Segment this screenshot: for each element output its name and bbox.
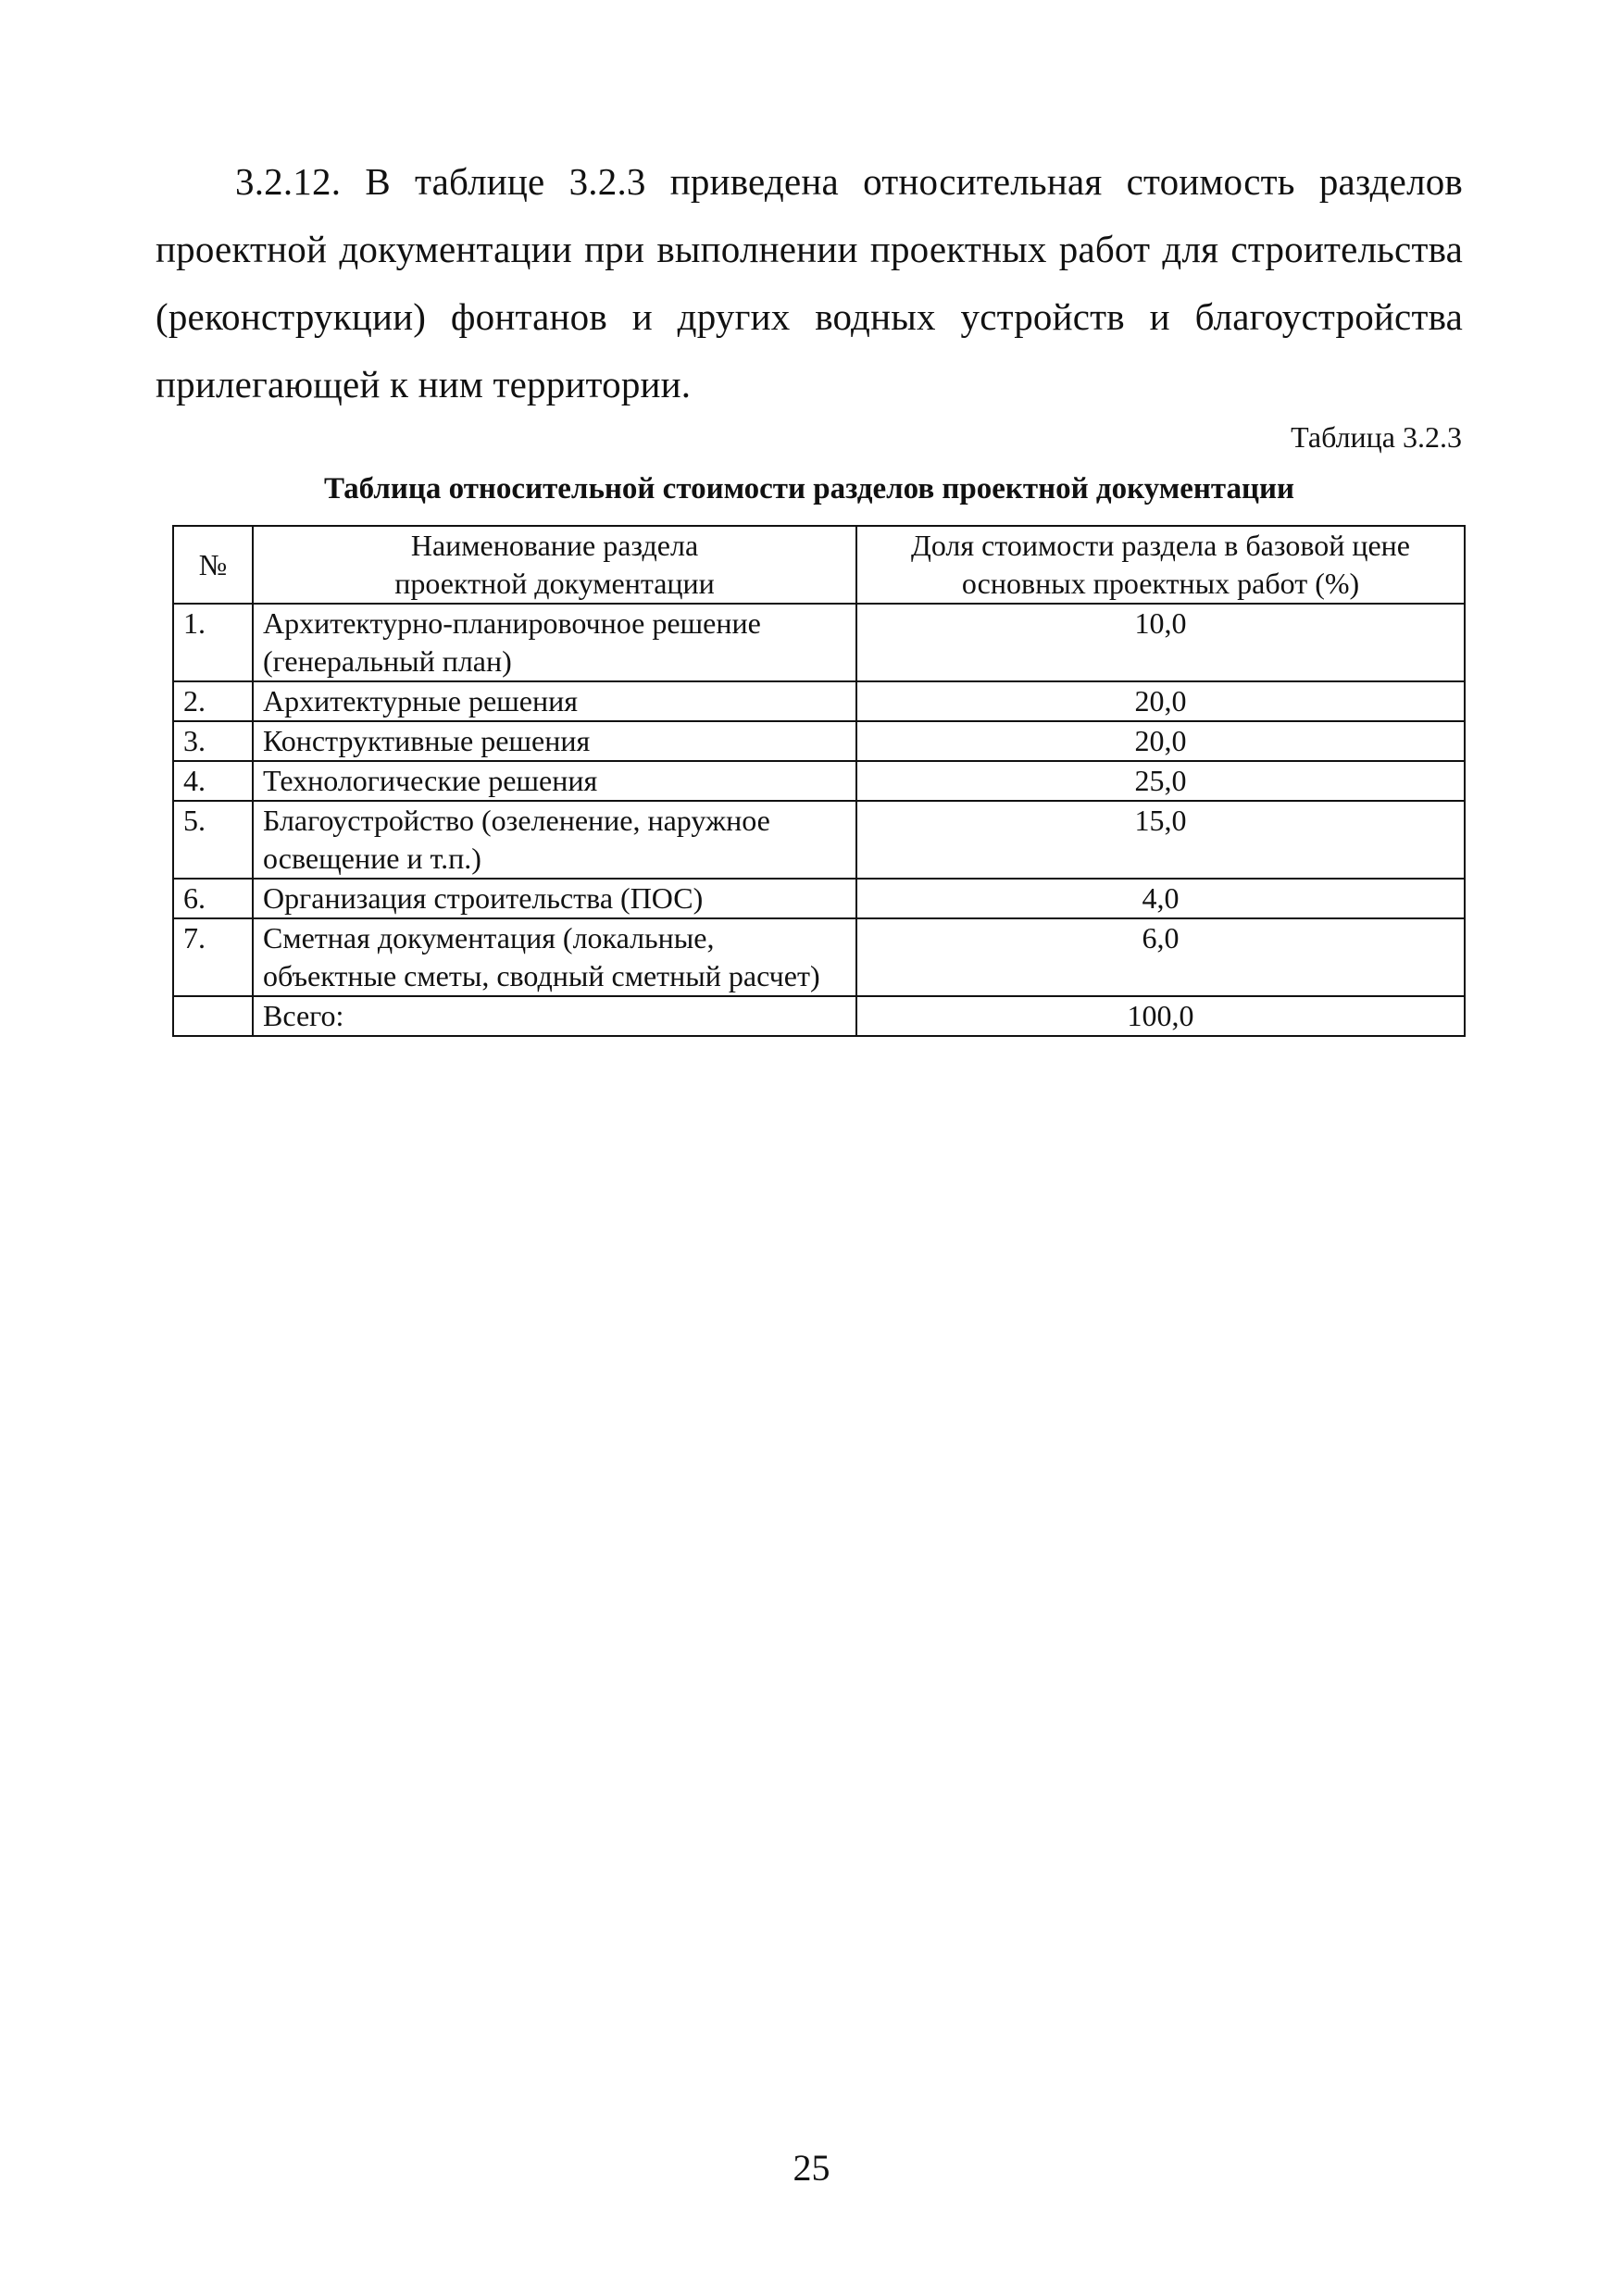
row-number: 7. [173,918,253,996]
header-section-name-line2: проектной документации [394,567,715,600]
row-section-name: Архитектурные решения [253,681,856,721]
page-number: 25 [793,2147,830,2189]
row-number: 2. [173,681,253,721]
table-row [173,721,1465,761]
body-paragraph: 3.2.12. В таблице 3.2.3 приведена относительная стоимость разделов проектной документации при выполнении проектных работ для строительства (реконструкции) фонтанов и других водных устройств и благоустройства прилегающей к ним территории. [156,160,1463,406]
row-section-name: Конструктивные решения [253,721,856,761]
row-cost-share: 100,0 [856,996,1465,1036]
row-number: 6. [173,879,253,918]
table-row [173,604,1465,681]
table-title: Таблица относительной стоимости разделов проектной документации [323,472,1295,505]
row-number: 5. [173,801,253,879]
table-row [173,918,1465,996]
cost-table [172,525,1466,1037]
row-number: 1. [173,604,253,681]
row-cost-share: 4,0 [856,879,1465,918]
row-section-name: Всего: [253,996,856,1036]
header-cost-share [856,526,1465,604]
row-cost-share: 15,0 [856,801,1465,879]
header-cost-share-line2: основных проектных работ (%) [961,567,1360,600]
row-cost-share: 10,0 [856,604,1465,681]
table-header-row [173,526,1465,604]
table-total-row [173,996,1465,1036]
row-cost-share: 6,0 [856,918,1465,996]
row-number [173,996,253,1036]
row-section-name: Архитектурно-планировочное решение (генеральный план) [253,604,856,681]
table-row [173,801,1465,879]
row-number: 3. [173,721,253,761]
row-section-name: Благоустройство (озеленение, наружное освещение и т.п.) [253,801,856,879]
row-cost-share: 25,0 [856,761,1465,801]
table-row [173,879,1465,918]
header-number: № [173,526,253,604]
header-section-name [253,526,856,604]
row-section-name: Организация строительства (ПОС) [253,879,856,918]
row-cost-share: 20,0 [856,681,1465,721]
row-cost-share: 20,0 [856,721,1465,761]
row-section-name: Технологические решения [253,761,856,801]
header-cost-share-line1: Доля стоимости раздела в базовой цене [911,529,1410,562]
table-row [173,681,1465,721]
row-section-name: Сметная документация (локальные, объектные сметы, сводный сметный расчет) [253,918,856,996]
row-number: 4. [173,761,253,801]
table-row [173,761,1465,801]
table-number-label: Таблица 3.2.3 [1291,420,1462,454]
header-section-name-line1: Наименование раздела [410,529,699,562]
